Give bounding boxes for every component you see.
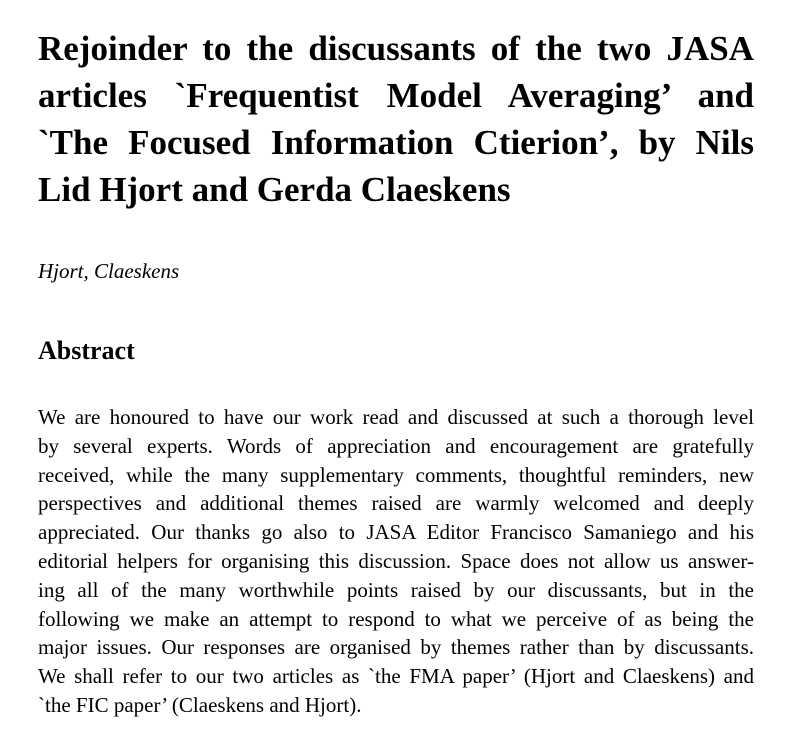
- text-line: perspectives and additional themes raised are warmly welcomed and deeply: [38, 491, 754, 516]
- text-line: appreciated. Our thanks go also to JASA Editor Francisco Samaniego and his: [38, 520, 754, 545]
- text-line: editorial helpers for organising this discussion. Space does not allow us answer-: [38, 548, 754, 573]
- text-line: major issues. Our responses are organised by themes rather than by discussants.: [38, 635, 754, 660]
- text-line: We are honoured to have our work read and discussed at such a thorough level: [38, 405, 754, 429]
- paper-title: [38, 25, 754, 213]
- text-line: following we make an attempt to respond to what we perceive of as being the: [38, 606, 754, 631]
- text-line: by several experts. Words of appreciation and encouragement are gratefully: [38, 433, 754, 458]
- text-line: ing all of the many worthwhile points raised by our discussants, but in the: [38, 577, 754, 602]
- text-line: `The Focused Information Ctierion’, by Nils: [38, 123, 754, 162]
- text-line: Rejoinder to the discussants of the two JASA: [38, 29, 754, 68]
- text-line: articles `Frequentist Model Averaging’ and: [38, 76, 754, 115]
- paper-authors: Hjort, Claeskens: [38, 259, 180, 283]
- abstract-text: [38, 403, 754, 720]
- text-line: Lid Hjort and Gerda Claeskens: [38, 170, 511, 209]
- text-line: received, while the many supplementary comments, thoughtful reminders, new: [38, 462, 754, 487]
- abstract-heading: Abstract: [38, 336, 135, 365]
- text-line: `the FIC paper’ (Claeskens and Hjort).: [38, 692, 362, 717]
- text-line: We shall refer to our two articles as `the FMA paper’ (Hjort and Claeskens) and: [38, 664, 754, 689]
